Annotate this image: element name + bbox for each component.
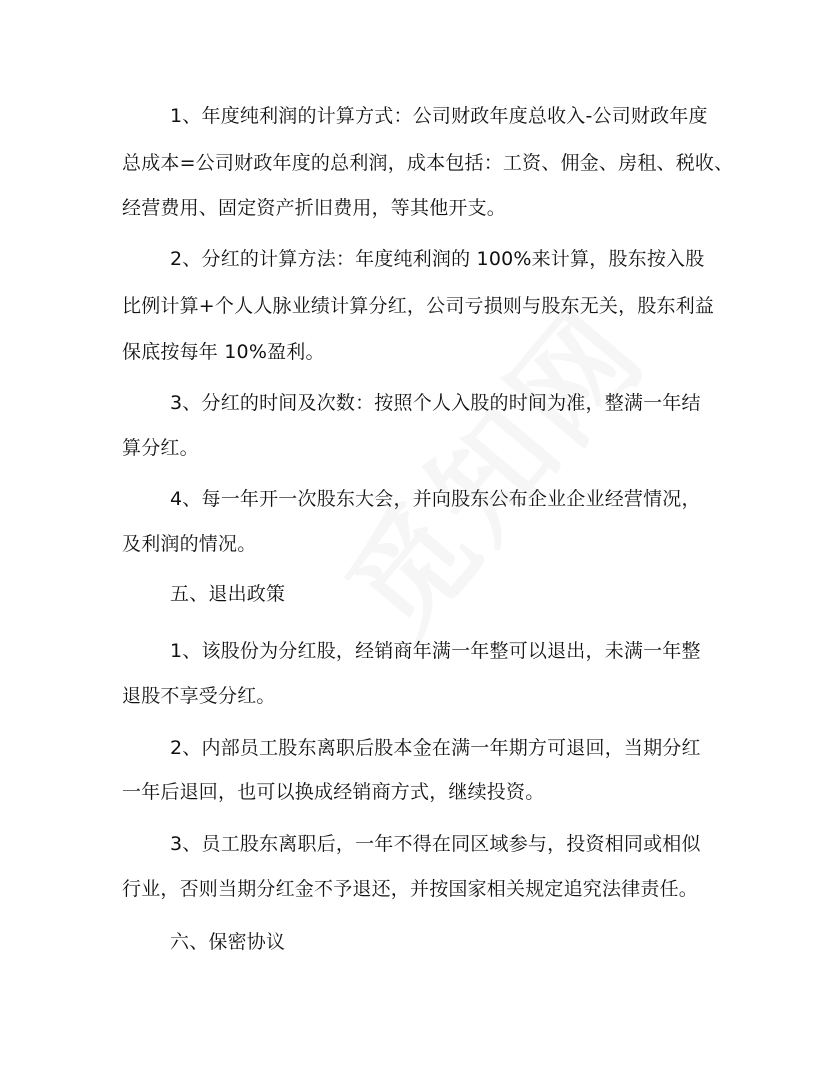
paragraph-1-line-3: 经营费用、固定资产折旧费用，等其他开支。 xyxy=(122,197,507,219)
paragraph-6-line-2: 一年后退回，也可以换成经销商方式，继续投资。 xyxy=(122,781,545,803)
paragraph-4-line-2: 及利润的情况。 xyxy=(122,533,257,555)
section-heading-confidentiality: 六、保密协议 xyxy=(170,931,286,953)
paragraph-1-line-1: 1、年度纯利润的计算方式：公司财政年度总收入-公司财政年度 xyxy=(170,105,708,127)
paragraph-7-line-1: 3、员工股东离职后，一年不得在同区域参与，投资相同或相似 xyxy=(170,833,701,855)
paragraph-4-line-1: 4、每一年开一次股东大会，并向股东公布企业企业经营情况， xyxy=(170,488,701,510)
paragraph-2-line-3: 保底按每年 10%盈利。 xyxy=(122,341,325,363)
paragraph-6-line-1: 2、内部员工股东离职后股本金在满一年期方可退回，当期分红 xyxy=(170,737,701,759)
paragraph-3-line-2: 算分红。 xyxy=(122,437,199,459)
watermark xyxy=(302,266,677,666)
paragraph-5-line-2: 退股不享受分红。 xyxy=(122,685,276,707)
paragraph-7-line-2: 行业，否则当期分红金不予退还，并按国家相关规定追究法律责任。 xyxy=(122,878,699,900)
paragraph-2-line-2: 比例计算+个人人脉业绩计算分红，公司亏损则与股东无关，股东利益 xyxy=(122,295,715,317)
section-heading-exit-policy: 五、退出政策 xyxy=(170,583,286,605)
paragraph-1-line-2: 总成本=公司财政年度的总利润，成本包括：工资、佣金、房租、税收、 xyxy=(122,152,734,174)
paragraph-5-line-1: 1、该股份为分红股，经销商年满一年整可以退出，未满一年整 xyxy=(170,640,701,662)
paragraph-2-line-1: 2、分红的计算方法：年度纯利润的 100%来计算，股东按入股 xyxy=(170,248,705,270)
paragraph-3-line-1: 3、分红的时间及次数：按照个人入股的时间为准，整满一年结 xyxy=(170,392,701,414)
